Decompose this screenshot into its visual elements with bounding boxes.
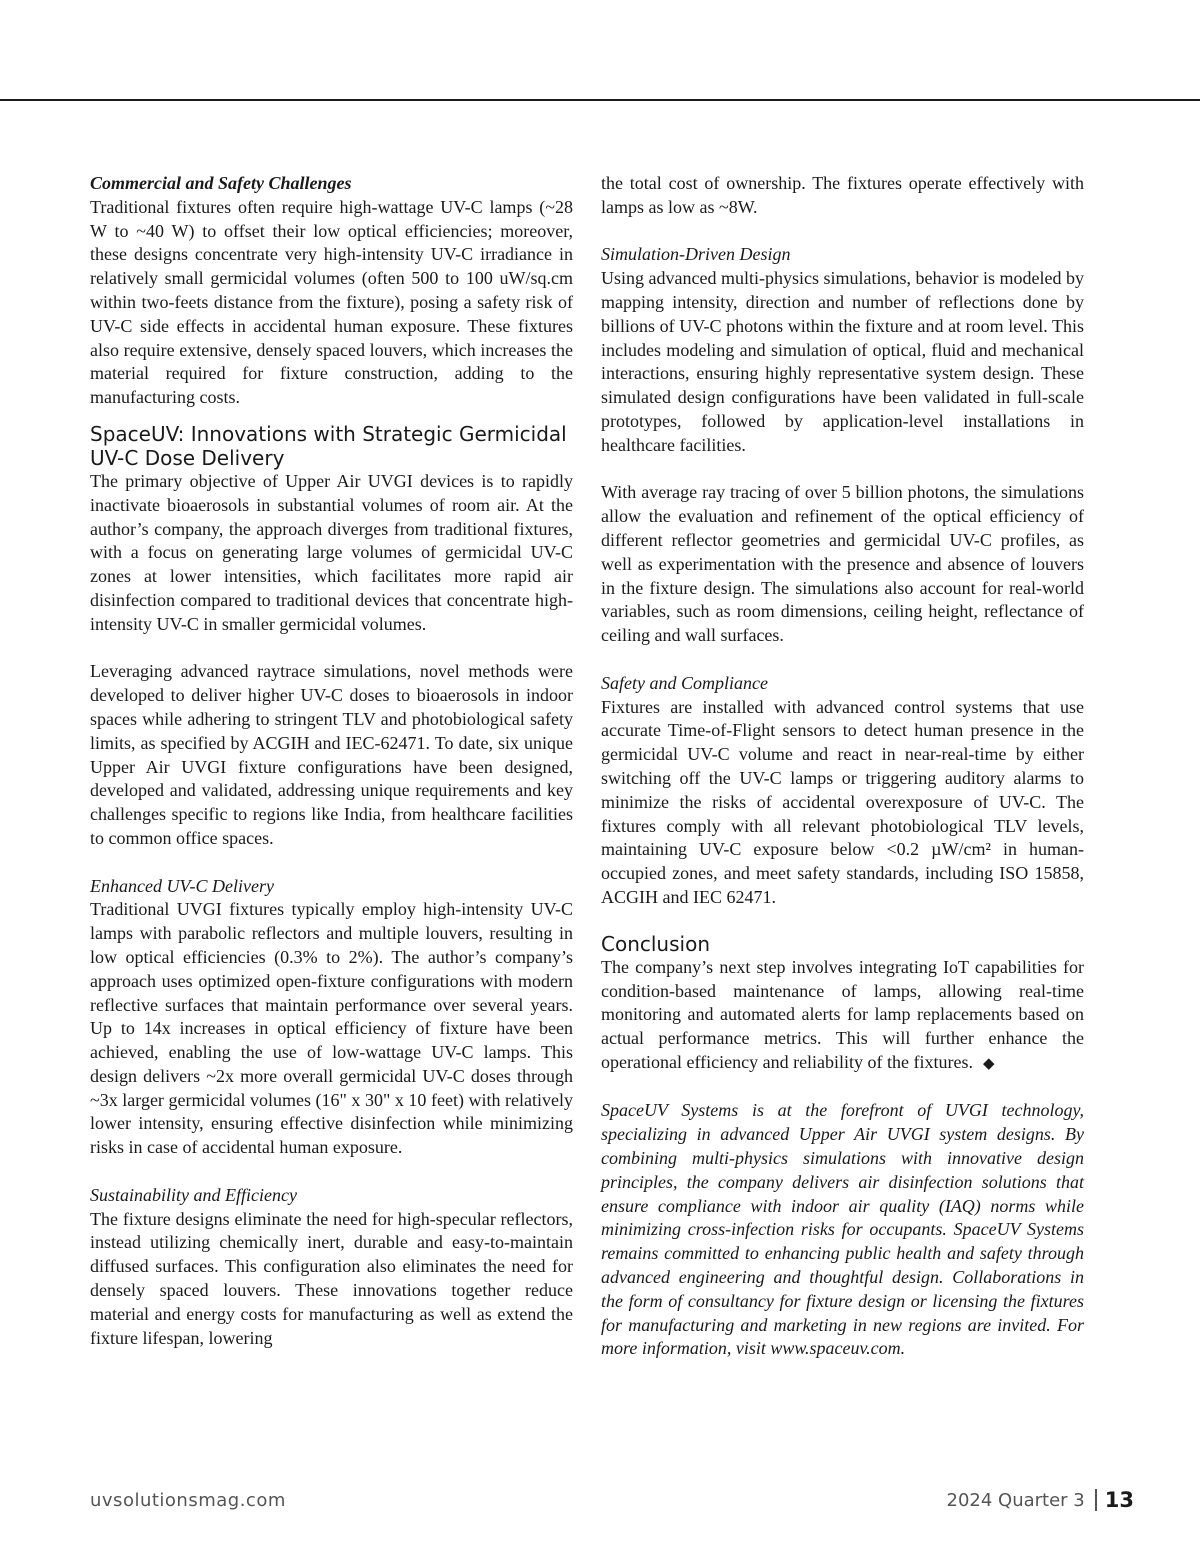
commercial-heading: Commercial and Safety Challenges xyxy=(90,173,352,193)
continuation-paragraph: the total cost of ownership. The fixtures operate effectively with lamps as low as ~8W. xyxy=(601,173,1084,217)
enhanced-heading: Enhanced UV-C Delivery xyxy=(90,875,274,896)
conclusion-paragraph xyxy=(601,956,1084,1076)
enhanced-paragraph: Traditional UVGI fixtures typically employ high-intensity UV-C lamps with parabolic reflectors and multiple louvers, resulting in low optical efficiencies (0.3% to 2%). The author’s company’s approach uses optimized open-fixture configurations with modern reflective surfaces that maintain performance over several years. Up to 14x increases in optical efficiency of fixture have been achieved, enabling the use of low-wattage UV-C lamps. This design delivers ~2x more overall germicidal UV-C doses through ~3x larger germicidal volumes (16" x 30" x 10 feet) with relatively lower intensity, ensuring effective disinfection while minimizing risks in case of accidental human exposure. xyxy=(90,899,573,1158)
sustainability-paragraph: The fixture designs eliminate the need for high-specular reflectors, instead utilizing chemically inert, durable and easy-to-maintain diffused surfaces. This configuration also eliminates the need for densely spaced louvers. These innovations together reduce material and energy costs for manufacturing as well as extend the fixture lifespan, lowering xyxy=(90,1208,573,1348)
right-column xyxy=(601,172,1084,1361)
company-bio: SpaceUV Systems is at the forefront of UVGI technology, specializing in advanced Upper Air UVGI system designs. By combining multi-physics simulations with innovative design principles, the company delivers air disinfection solutions that ensure compliance with indoor air quality (IAQ) norms while minimizing cross-infection risks for occupants. SpaceUV Systems remains committed to enhancing public health and safety through advanced engineering and thoughtful design. Collaborations in the form of consultancy for fixture design or licensing the fixtures for manufacturing and marketing in new regions are invited. For more information, visit www.spaceuv.com. xyxy=(601,1100,1084,1359)
header-rule xyxy=(0,99,1200,101)
innovations-paragraph-2: Leveraging advanced raytrace simulations, novel methods were developed to deliver higher UV-C doses to bioaerosols in indoor spaces while adhering to stringent TLV and photobiological safety limits, as specified by ACGIH and IEC-62471. To date, six unique Upper Air UVGI fixture configurations have been designed, developed and validated, addressing unique requirements and key challenges specific to regions like India, from healthcare facilities to common office spaces. xyxy=(90,661,573,848)
end-diamond-icon: ◆ xyxy=(983,1053,995,1072)
simulation-paragraph-1: Using advanced multi-physics simulations, behavior is modeled by mapping intensity, direction and number of reflections done by billions of UV-C photons within the fixture and at room level. This includes modeling and simulation of optical, fluid and mechanical interactions, ensuring highly representative system design. These simulated design configurations have been validated in full-scale prototypes, followed by application-level installations in healthcare facilities. xyxy=(601,268,1084,455)
page-number: 13 xyxy=(1104,1488,1134,1512)
safety-paragraph: Fixtures are installed with advanced control systems that use accurate Time-of-Flight sensors to detect human presence in the germicidal UV-C volume and react in near-real-time by either switching off the UV-C lamps or triggering auditory alarms to minimize the risks of accidental overexposure of UV-C. The fixtures comply with all relevant photobiological TLV levels, maintaining UV-C exposure below <0.2 µW/cm² in human-occupied zones, and meet safety standards, including ISO 15858, ACGIH and IEC 62471. xyxy=(601,696,1084,907)
simulation-paragraph-2: With average ray tracing of over 5 billion photons, the simulations allow the evaluation and refinement of the optical efficiency of different reflector geometries and germicidal UV-C profiles, as well as experimentation with the presence and absence of louvers in the fixture design. The simulations also account for real-world variables, such as room dimensions, ceiling height, reflectance of ceiling and wall surfaces. xyxy=(601,482,1084,646)
sustainability-heading: Sustainability and Efficiency xyxy=(90,1184,297,1205)
left-column xyxy=(90,172,573,1350)
conclusion-heading: Conclusion xyxy=(601,931,710,956)
footer-issue-info xyxy=(947,1488,1134,1512)
footer-issue: 2024 Quarter 3 xyxy=(946,1489,1085,1511)
safety-heading: Safety and Compliance xyxy=(601,672,768,693)
commercial-paragraph: Traditional fixtures often require high-wattage UV-C lamps (~28 W to ~40 W) to offset their low optical efficiencies; moreover, these designs concentrate very high-intensity UV-C irradiance in relatively small germicidal volumes (often 500 to 100 uW/sq.cm within two-feets distance from the fixture), posing a safety risk of UV-C side effects in accidental human exposure. These fixtures also require extensive, densely spaced louvers, which increases the material required for fixture construction, adding to the manufacturing costs. xyxy=(90,196,573,408)
conclusion-text: The company’s next step involves integrating IoT capabilities for condition-based maintenance of lamps, allowing real-time monitoring and automated alerts for lamp replacements based on actual performance metrics. This will further enhance the operational efficiency and reliability of the fixtures. xyxy=(601,956,1084,1072)
footer-separator xyxy=(1095,1489,1097,1511)
innovations-heading: SpaceUV: Innovations with Strategic Germicidal UV-C Dose Delivery xyxy=(90,421,567,470)
simulation-heading: Simulation-Driven Design xyxy=(601,244,791,265)
innovations-paragraph-1: The primary objective of Upper Air UVGI devices is to rapidly inactivate bioaerosols in substantial volumes of room air. At the author’s company, the approach diverges from traditional fixtures, with a focus on generating large volumes of germicidal UV-C zones at lower intensities, which facilitates more rapid air disinfection compared to traditional devices that concentrate high-intensity UV-C in smaller germicidal volumes. xyxy=(90,470,573,634)
footer-site: uvsolutionsmag.com xyxy=(90,1490,286,1511)
